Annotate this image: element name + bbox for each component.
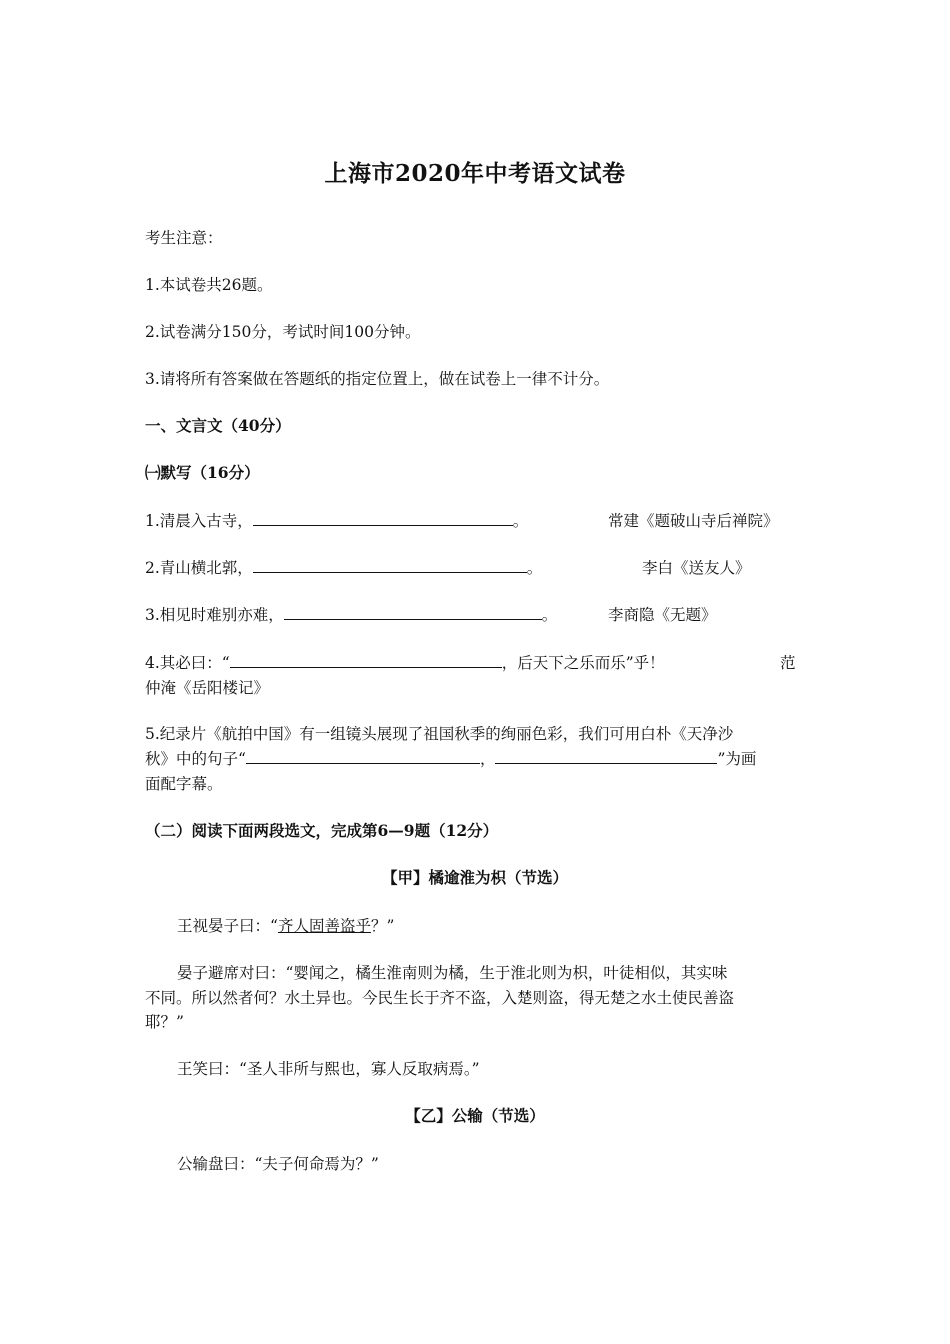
question-3-source: 李商隐《无题》 xyxy=(608,606,717,624)
question-5-line-3: 面配字幕。 xyxy=(145,775,223,793)
passage-jia-p2-line-3: 耶？” xyxy=(145,1013,184,1031)
passage-jia-p1-prefix: 王视晏子曰：“ xyxy=(177,917,278,935)
question-4-suffix: ，后天下之乐而乐”乎！ xyxy=(501,654,665,672)
notice-item-1: 1.本试卷共26题。 xyxy=(145,276,273,294)
reading-heading: （二）阅读下面两段选文，完成第6—9题（12分） xyxy=(145,821,499,840)
question-3 xyxy=(145,603,557,627)
question-2-suffix: 。 xyxy=(526,559,543,577)
notice-item-2: 2.试卷满分150分，考试时间100分钟。 xyxy=(145,323,421,341)
question-5-suffix: ”为画 xyxy=(717,750,757,768)
question-3-prefix: 3.相见时难别亦难， xyxy=(145,606,284,624)
question-4-source-a: 范 xyxy=(780,654,796,672)
dictation-heading: ㈠默写（16分） xyxy=(145,463,260,482)
question-5-line-1: 5.纪录片《航拍中国》有一组镜头展现了祖国秋季的绚丽色彩，我们可用白朴《天净沙 xyxy=(145,725,734,743)
answer-blank-1[interactable] xyxy=(253,509,513,526)
question-5-mid: ， xyxy=(479,750,496,768)
passage-jia-p1 xyxy=(177,914,394,938)
question-2-prefix: 2.青山横北郭， xyxy=(145,559,253,577)
answer-blank-2[interactable] xyxy=(253,556,527,573)
question-5-line-2 xyxy=(145,747,756,771)
question-2 xyxy=(145,556,542,580)
passage-jia-p2-line-2: 不同。所以然者何？水土异也。今民生长于齐不盗，入楚则盗，得无楚之水土使民善盗 xyxy=(145,989,735,1007)
section-1-heading: 一、文言文（40分） xyxy=(145,416,291,435)
answer-blank-5a[interactable] xyxy=(246,747,480,764)
question-1-prefix: 1.清晨入古寺， xyxy=(145,512,253,530)
question-5-prefix: 秋》中的句子“ xyxy=(145,750,246,768)
question-4-source-b: 仲淹《岳阳楼记》 xyxy=(145,679,270,697)
notice-heading: 考生注意： xyxy=(145,229,223,247)
question-1 xyxy=(145,509,528,533)
passage-jia-p2-line-1: 晏子避席对曰：“婴闻之，橘生淮南则为橘，生于淮北则为枳，叶徒相似，其实味 xyxy=(177,964,728,982)
answer-blank-3[interactable] xyxy=(284,603,542,620)
question-1-source: 常建《题破山寺后禅院》 xyxy=(608,512,779,530)
notice-item-3: 3.请将所有答案做在答题纸的指定位置上，做在试卷上一律不计分。 xyxy=(145,370,610,388)
question-4 xyxy=(145,651,665,675)
answer-blank-4[interactable] xyxy=(230,651,502,668)
question-1-suffix: 。 xyxy=(512,512,529,530)
passage-jia-p3: 王笑曰：“圣人非所与熙也，寡人反取病焉。” xyxy=(177,1060,480,1078)
passage-yi-heading: 【乙】公输（节选） xyxy=(405,1106,545,1125)
passage-yi-p1: 公输盘曰：“夫子何命焉为？” xyxy=(177,1155,379,1173)
question-3-suffix: 。 xyxy=(541,606,558,624)
question-2-source: 李白《送友人》 xyxy=(642,559,751,577)
answer-blank-5b[interactable] xyxy=(495,747,717,764)
page-title: 上海市2020年中考语文试卷 xyxy=(324,160,626,187)
passage-jia-p1-suffix: ？” xyxy=(370,917,395,935)
question-4-prefix: 4.其必曰：“ xyxy=(145,654,230,672)
passage-jia-underlined: 齐人固善盗乎 xyxy=(277,917,371,935)
passage-jia-heading: 【甲】橘逾淮为枳（节选） xyxy=(381,868,568,887)
